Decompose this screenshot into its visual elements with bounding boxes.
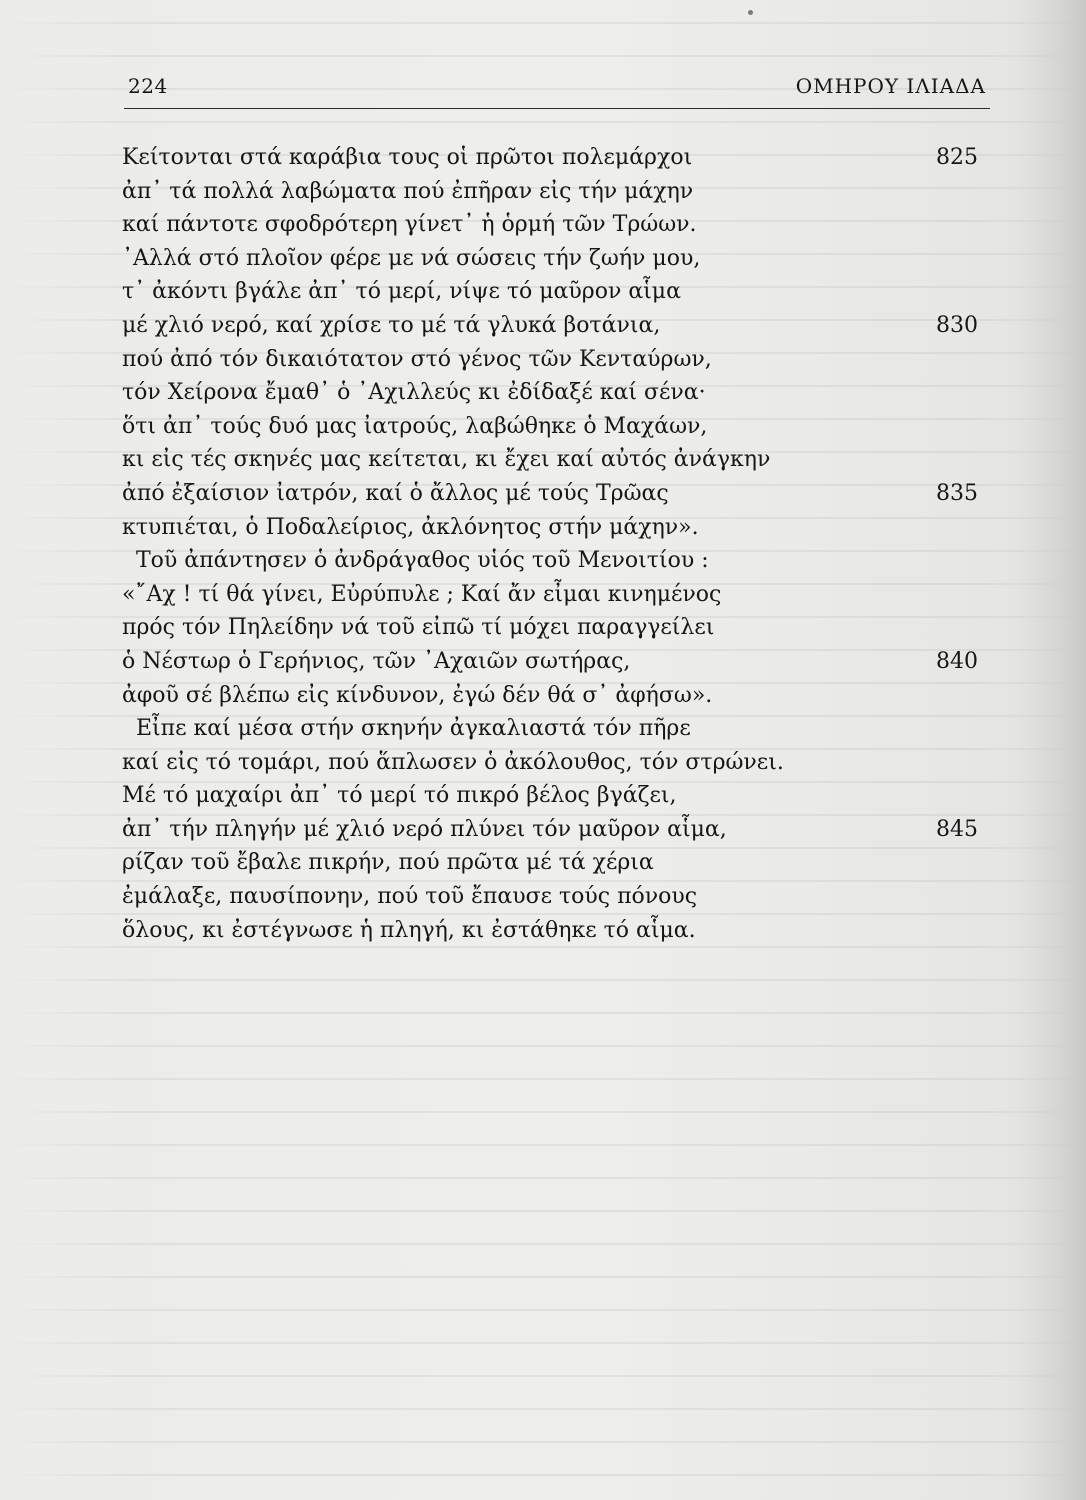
verse-text: καί εἰς τό τομάρι, πού ἅπλωσεν ὁ ἀκόλουθος, τόν στρώνει. — [122, 749, 784, 775]
verse-text: ἀπ᾿ τά πολλά λαβώματα πού ἐπῆραν εἰς τήν μάχην — [122, 178, 694, 204]
verse-text: Κείτονται στά καράβια τους οἱ πρῶτοι πολεμάρχοι — [122, 145, 693, 170]
verse-line — [122, 208, 992, 242]
verse-text: ἀφοῦ σέ βλέπω εἰς κίνδυνον, ἐγώ δέν θά σ᾿ ἀφήσω». — [122, 682, 713, 708]
verse-text: τ᾿ ἀκόντι βγάλε ἀπ᾿ τό μερί, νίψε τό μαῦρον αἷμα — [122, 279, 681, 305]
verse-line — [122, 141, 992, 175]
verse-list — [122, 141, 992, 947]
verse-text: καί πάντοτε σφοδρότερη γίνετ᾿ ἡ ὁρμή τῶν Τρώων. — [122, 212, 697, 238]
verse-line — [122, 880, 992, 914]
verse-text: Μέ τό μαχαίρι ἀπ᾿ τό μερί τό πικρό βέλος βγάζει, — [122, 783, 677, 809]
verse-number: 825 — [936, 145, 978, 170]
verse-text: Εἶπε καί μέσα στήν σκηνήν ἀγκαλιαστά τόν πῆρε — [136, 716, 691, 742]
verse-line — [122, 175, 992, 209]
verse-line — [122, 645, 992, 679]
verse-number: 835 — [936, 480, 978, 506]
verse-line — [122, 846, 992, 880]
verse-text: πού ἀπό τόν δικαιότατον στό γένος τῶν Κενταύρων, — [122, 346, 712, 372]
verse-text: «῎Αχ ! τί θά γίνει, Εὐρύπυλε ; Καί ἄν εἶμαι κινημένος — [122, 581, 722, 607]
verse-line — [122, 410, 992, 444]
verse-line — [122, 511, 992, 545]
verse-line — [122, 578, 992, 612]
verse-line — [122, 611, 992, 645]
verse-number: 830 — [936, 312, 978, 338]
page-header — [128, 68, 986, 104]
verse-text: ὅλους, κι ἐστέγνωσε ἡ πληγή, κι ἐστάθηκε τό αἷμα. — [122, 917, 696, 943]
verse-text: μέ χλιό νερό, καί χρίσε το μέ τά γλυκά βοτάνια, — [122, 312, 661, 338]
verse-text: πρός τόν Πηλείδην νά τοῦ εἰπῶ τί μόχει παραγγείλει — [122, 615, 715, 641]
verse-number: 845 — [936, 816, 978, 842]
verse-text: ὅτι ἀπ᾿ τούς δυό μας ἰατρούς, λαβώθηκε ὁ Μαχάων, — [122, 413, 708, 439]
verse-line — [122, 376, 992, 410]
verse-line — [122, 712, 992, 746]
verse-line — [122, 275, 992, 309]
verse-text: τόν Χείρονα ἔμαθ᾿ ὁ ᾿Αχιλλεύς κι ἐδίδαξέ καί σένα· — [122, 380, 706, 406]
verse-text: κι εἰς τές σκηνές μας κείτεται, κι ἔχει καί αὐτός ἀνάγκην — [122, 447, 771, 473]
verse-line — [122, 343, 992, 377]
verse-text: ἀπ᾿ τήν πληγήν μέ χλιό νερό πλύνει τόν μαῦρον αἷμα, — [122, 816, 727, 842]
verse-text: κτυπιέται, ὁ Ποδαλείριος, ἀκλόνητος στήν μάχην». — [122, 514, 699, 540]
verse-text: ἐμάλαξε, παυσίπονην, πού τοῦ ἔπαυσε τούς πόνους — [122, 884, 698, 910]
verse-text: ἀπό ἐξαίσιον ἰατρόν, καί ὁ ἄλλος μέ τούς Τρῶας — [122, 480, 669, 506]
running-head: ΟΜΗΡΟΥ ΙΛΙΑΔΑ — [795, 74, 986, 98]
verse-line — [122, 544, 992, 578]
verse-line — [122, 477, 992, 511]
verse-line — [122, 813, 992, 847]
verse-line — [122, 779, 992, 813]
verse-line — [122, 914, 992, 948]
verse-text: ᾿Αλλά στό πλοῖον φέρε με νά σώσεις τήν ζωήν μου, — [122, 245, 701, 271]
page-number: 224 — [128, 74, 168, 98]
verse-text: ὁ Νέστωρ ὁ Γερήνιος, τῶν ᾿Αχαιῶν σωτήρας, — [122, 648, 631, 674]
verse-number: 840 — [936, 648, 978, 674]
verse-line — [122, 242, 992, 276]
verse-line — [122, 746, 992, 780]
verse-line — [122, 679, 992, 713]
page-edge-shadow — [1016, 0, 1086, 1500]
verse-line — [122, 309, 992, 343]
header-rule — [124, 108, 990, 109]
verse-text: Τοῦ ἀπάντησεν ὁ ἀνδράγαθος υἱός τοῦ Μενοιτίου : — [136, 548, 709, 574]
verse-line — [122, 443, 992, 477]
verse-text: ρίζαν τοῦ ἔβαλε πικρήν, πού πρῶτα μέ τά χέρια — [122, 850, 654, 876]
ink-speck — [748, 10, 753, 15]
